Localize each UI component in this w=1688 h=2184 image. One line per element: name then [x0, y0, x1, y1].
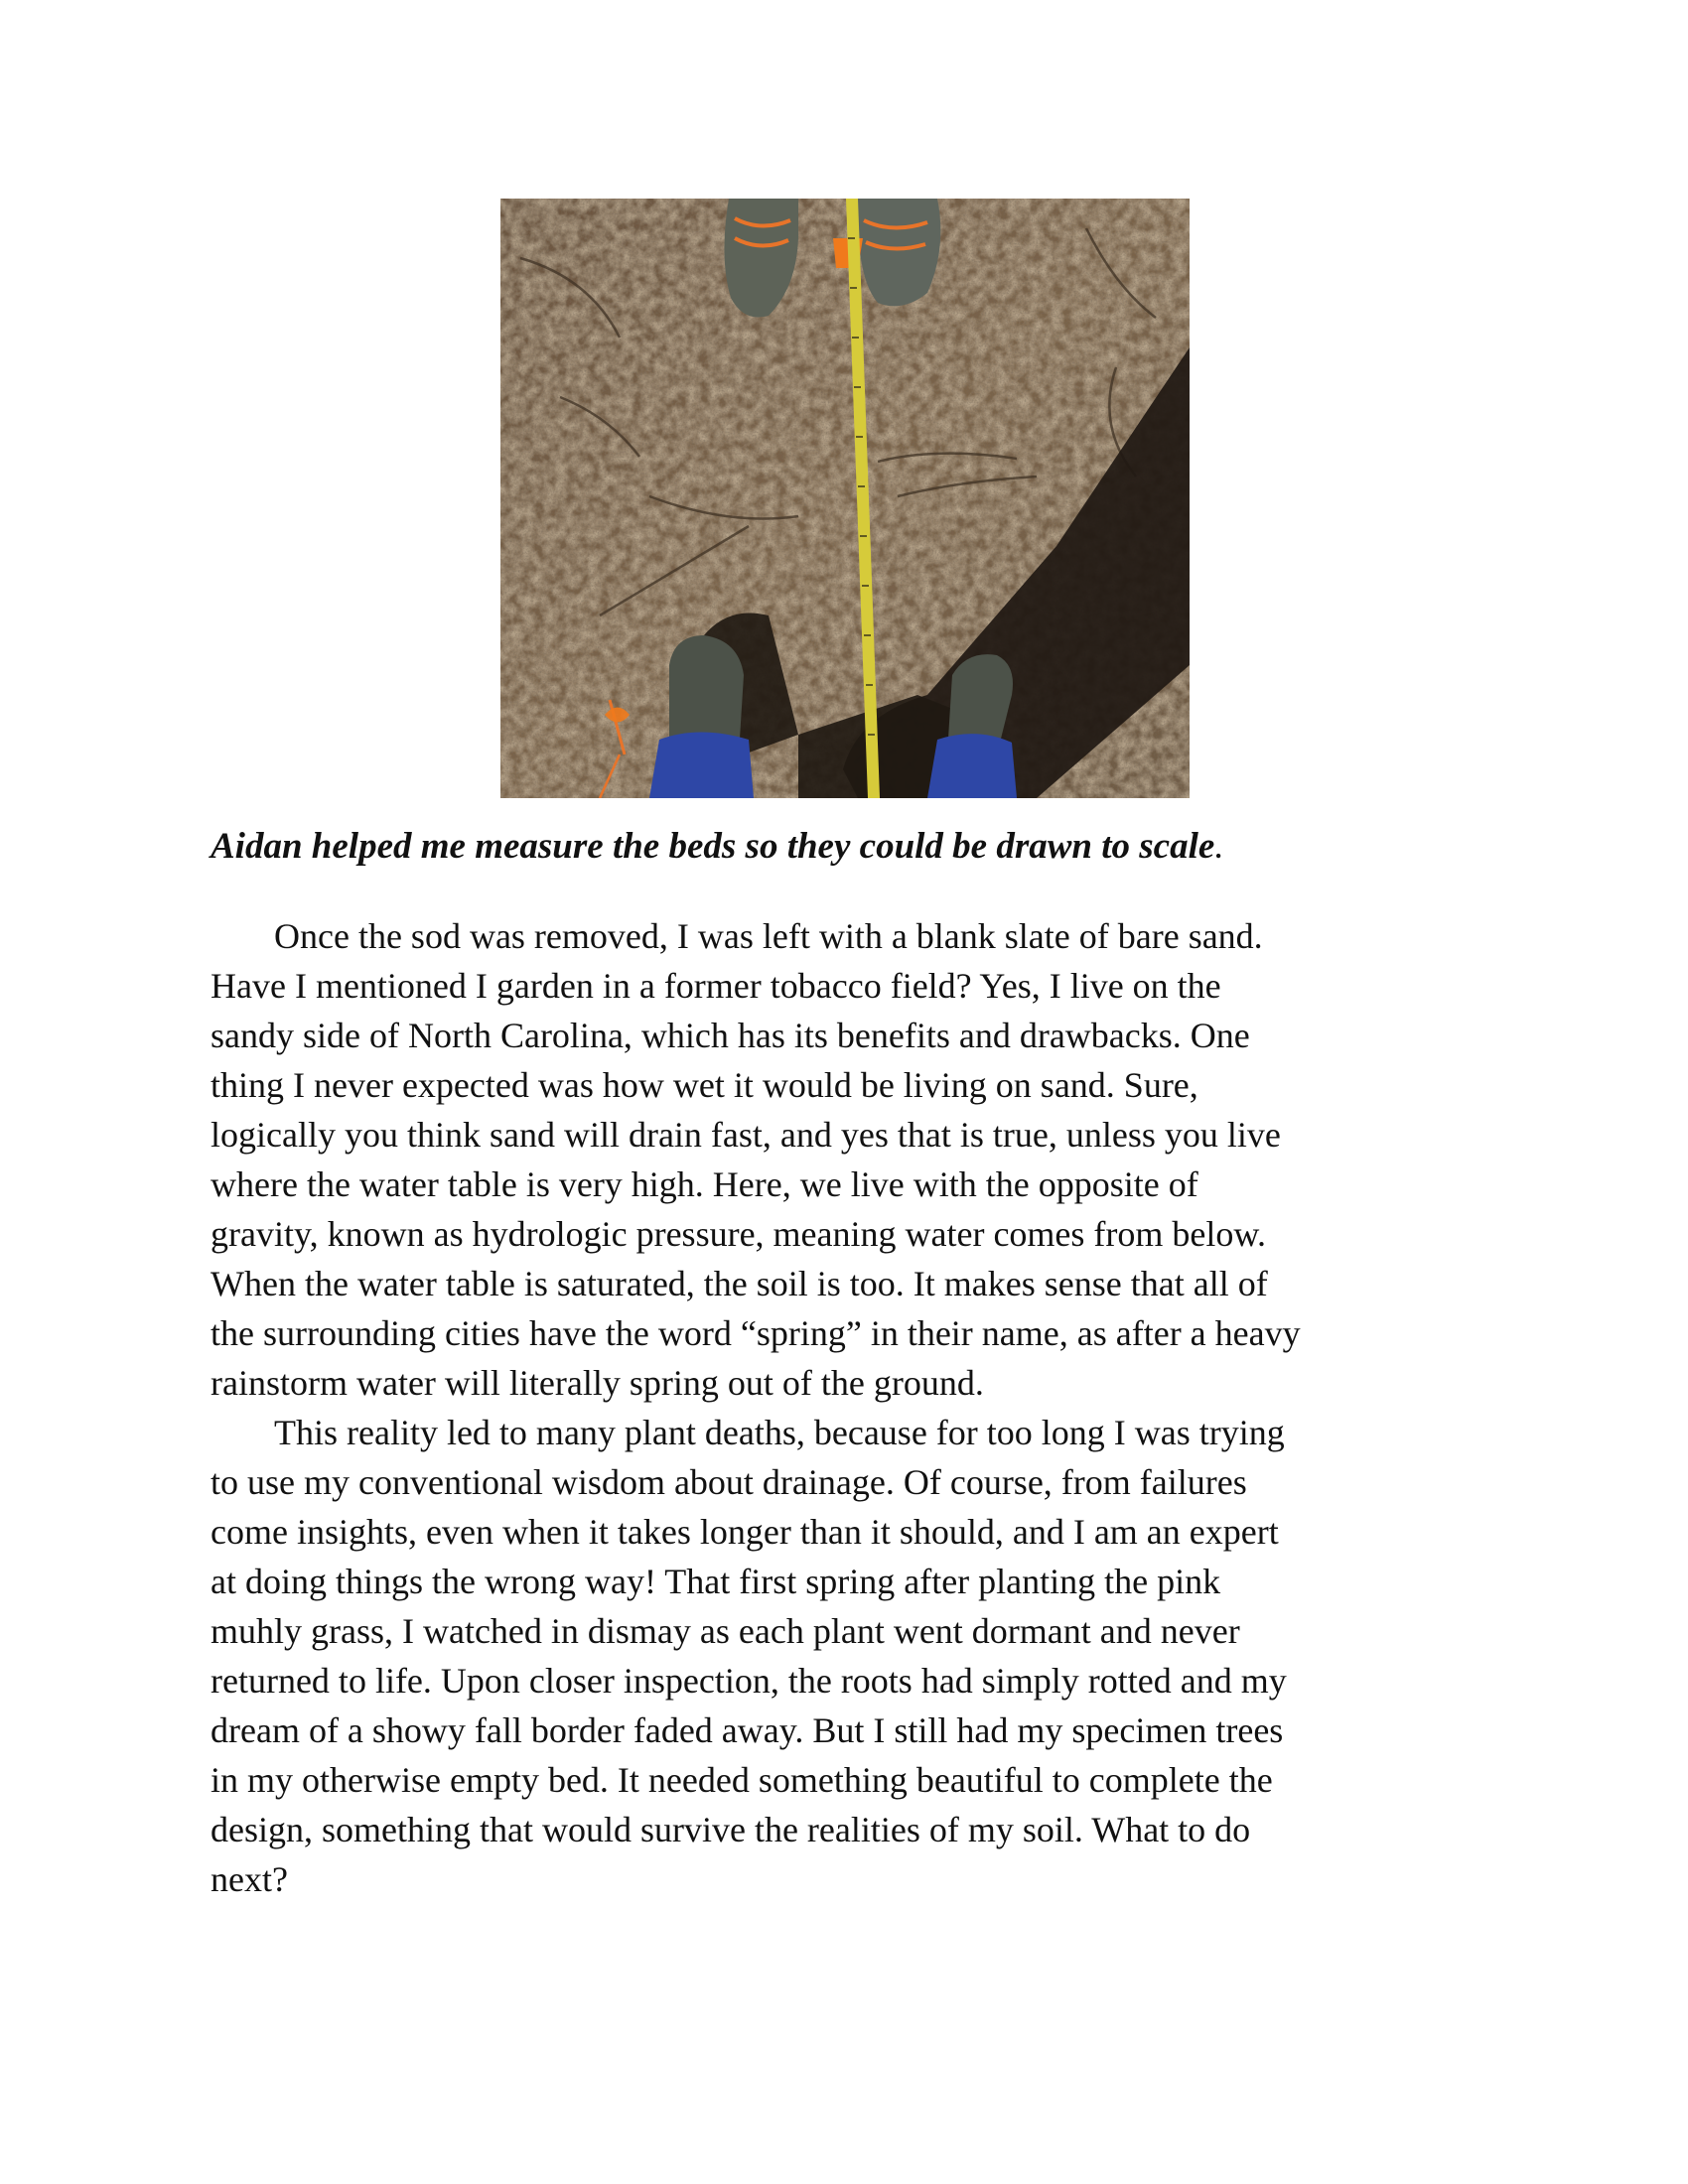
figure-caption-period: . [1214, 826, 1224, 867]
garden-bed-measuring-photo [500, 199, 1190, 798]
figure-caption [211, 820, 1501, 874]
paragraph-1: Once the sod was removed, I was left with a blank slate of bare sand. Have I mentioned I garden in a former tobacco field? Yes, I live on the sandy side of North Carolina, which has its benefits and drawbacks. One thing I never expected was how wet it would be living on sand. Sure, logically you think sand will drain fast, and yes that is true, unless you live where the water table is very high. Here, we live with the opposite of gravity, known as hydrologic pressure, meaning water comes from below. When the water table is saturated, the soil is too. It makes sense that all of the surrounding cities have the word “spring” in their name, as after a heavy rainstorm water will literally spring out of the ground. [211, 916, 1301, 1403]
paragraph-2: This reality led to many plant deaths, because for too long I was trying to use my conventional wisdom about drainage. Of course, from failures come insights, even when it takes longer than it should, and I am an expert at doing things the wrong way! That first spring after planting the pink muhly grass, I watched in dismay as each plant went dormant and never returned to life. Upon closer inspection, the roots had simply rotted and my dream of a showy fall border faded away. But I still had my specimen trees in my otherwise empty bed. It needed something beautiful to complete the design, something that would survive the realities of my soil. What to do next? [211, 1413, 1287, 1899]
figure-caption-text: Aidan helped me measure the beds so they could be drawn to scale [211, 826, 1215, 867]
body-text [211, 911, 1501, 1904]
